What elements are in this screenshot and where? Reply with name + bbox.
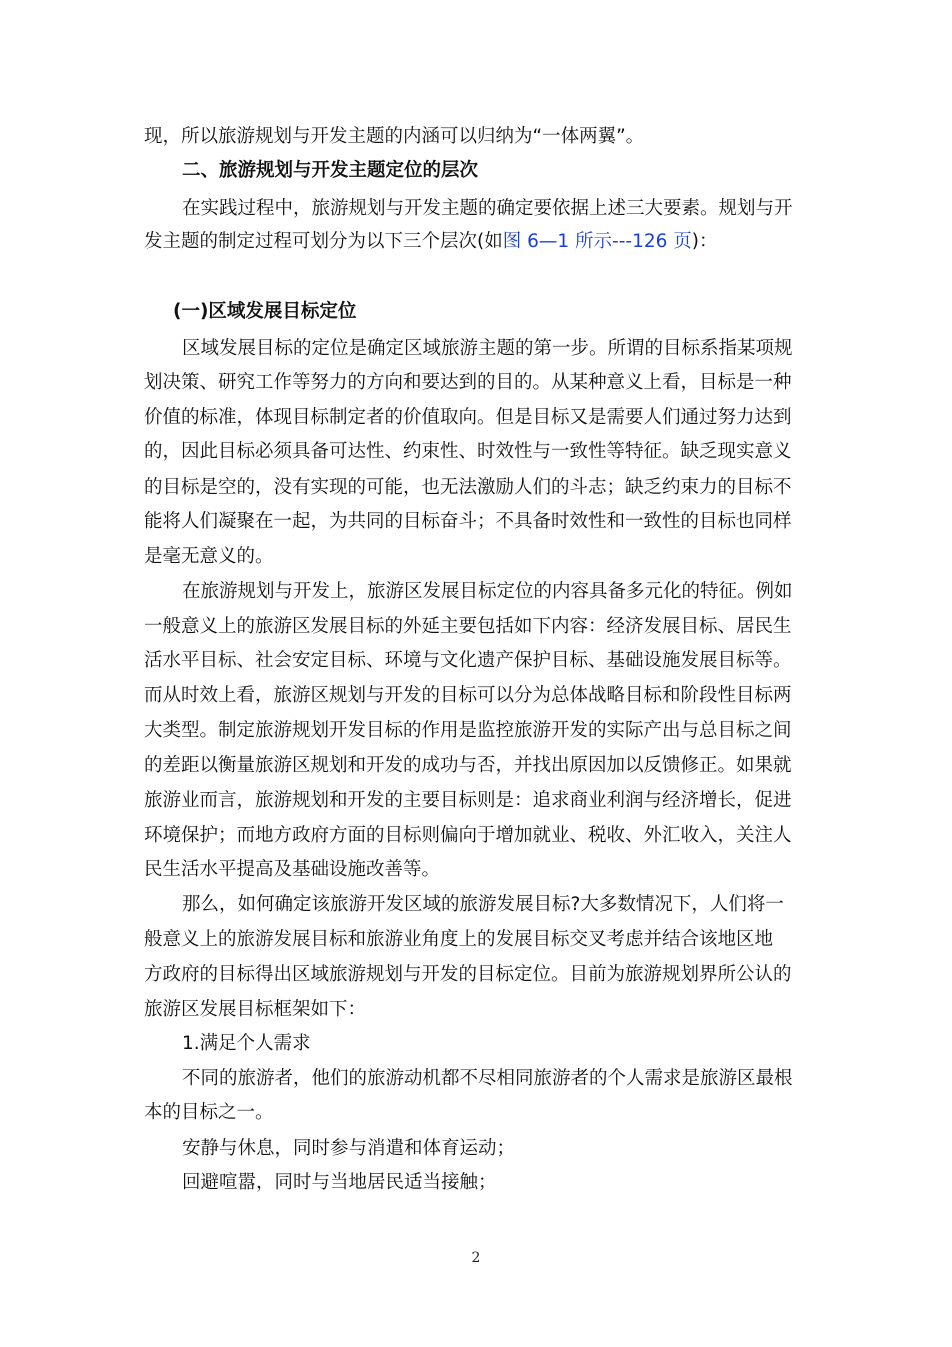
text-line: 能将人们凝聚在一起，为共同的目标奋斗；不具备时效性和一致性的目标也同样	[144, 511, 792, 532]
section-heading: 二、旅游规划与开发主题定位的层次	[182, 160, 479, 181]
text-line: 本的目标之一。	[144, 1102, 274, 1123]
text-line: 现，所以旅游规划与开发主题的内涵可以归纳为“一体两翼”。	[144, 126, 645, 147]
text-line: 活水平目标、社会安定目标、环境与文化遗产保护目标、基础设施发展目标等。	[144, 650, 792, 671]
text-line: 在旅游规划与开发上，旅游区发展目标定位的内容具备多元化的特征。例如	[182, 581, 793, 602]
text-line: 回避喧嚣，同时与当地居民适当接触；	[182, 1172, 497, 1193]
text-line: 旅游区发展目标框架如下：	[144, 999, 367, 1020]
text-segment: 发主题的制定过程可划分为以下三个层次(如	[144, 231, 503, 252]
text-line: 而从时效上看，旅游区规划与开发的目标可以分为总体战略目标和阶段性目标两	[144, 685, 792, 706]
text-line: 的差距以衡量旅游区规划和开发的成功与否，并找出原因加以反馈修正。如果就	[144, 755, 792, 776]
figure-reference-link[interactable]: 图 6—1 所示---126 页	[502, 231, 692, 252]
text-line: 在实践过程中，旅游规划与开发主题的确定要依据上述三大要素。规划与开	[182, 198, 793, 219]
page-number: 2	[471, 1250, 481, 1266]
text-segment: )：	[691, 231, 718, 252]
text-line: 区域发展目标的定位是确定区域旅游主题的第一步。所谓的目标系指某项规	[182, 338, 793, 359]
text-line: 的，因此目标必须具备可达性、约束性、时效性与一致性等特征。缺乏现实意义	[144, 441, 792, 462]
text-line: 方政府的目标得出区域旅游规划与开发的目标定位。目前为旅游规划界所公认的	[144, 964, 792, 985]
text-line: 价值的标准，体现目标制定者的价值取向。但是目标又是需要人们通过努力达到	[144, 407, 792, 428]
list-heading: 1.满足个人需求	[182, 1033, 311, 1054]
text-line	[144, 229, 717, 255]
text-line: 民生活水平提高及基础设施改善等。	[144, 859, 441, 880]
text-line: 划决策、研究工作等努力的方向和要达到的目的。从某种意义上看，目标是一种	[144, 372, 792, 393]
text-line: 安静与休息，同时参与消遣和体育运动；	[182, 1138, 516, 1159]
text-line: 是毫无意义的。	[144, 546, 274, 567]
text-line: 的目标是空的，没有实现的可能，也无法激励人们的斗志；缺乏约束力的目标不	[144, 477, 792, 498]
text-line: 一般意义上的旅游区发展目标的外延主要包括如下内容：经济发展目标、居民生	[144, 616, 792, 637]
text-line: 大类型。制定旅游规划开发目标的作用是监控旅游开发的实际产出与总目标之间	[144, 720, 792, 741]
text-line: 环境保护；而地方政府方面的目标则偏向于增加就业、税收、外汇收入，关注人	[144, 825, 792, 846]
text-line: 那么，如何确定该旅游开发区域的旅游发展目标?大多数情况下，人们将一	[182, 894, 784, 915]
subsection-heading: (一)区域发展目标定位	[173, 301, 357, 322]
text-line: 旅游业而言，旅游规划和开发的主要目标则是：追求商业利润与经济增长，促进	[144, 790, 792, 811]
text-line: 般意义上的旅游发展目标和旅游业角度上的发展目标交叉考虑并结合该地区地	[144, 929, 774, 950]
text-line: 不同的旅游者，他们的旅游动机都不尽相同旅游者的个人需求是旅游区最根	[182, 1068, 793, 1089]
